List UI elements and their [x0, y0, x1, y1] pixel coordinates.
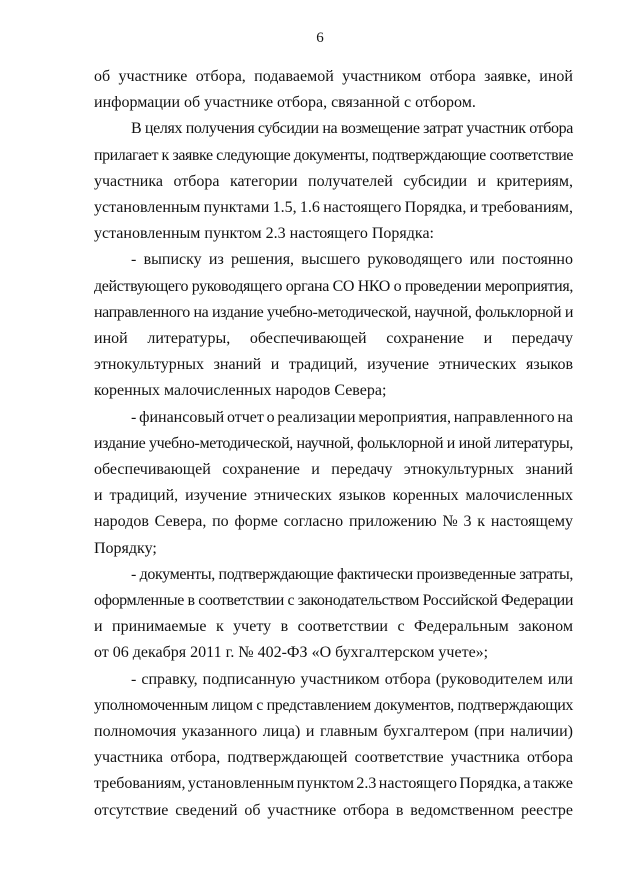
text-line: этнокультурных знаний и традиций, изучение этнических языков — [94, 356, 573, 374]
text-line: установленным пунктами 1.5, 1.6 настоящего Порядка, и требованиям, — [94, 199, 574, 217]
text-line: действующего руководящего органа СО НКО о проведении мероприятия, — [94, 277, 574, 295]
paragraph-4 — [94, 405, 573, 562]
text-line: от 06 декабря 2011 г. № 402-ФЗ «О бухгалтерском учете»; — [94, 644, 489, 662]
text-line: - справку, подписанную участником отбора (руководителем или — [131, 670, 573, 688]
text-line: и принимаемые к учету в соответствии с Федеральным законом — [94, 618, 573, 636]
text-line: - выписку из решения, высшего руководящего или постоянно — [131, 251, 573, 269]
text-line: оформленные в соответствии с законодательством Российской Федерации — [94, 592, 573, 610]
paragraph-3 — [94, 247, 573, 404]
text-line: коренных малочисленных народов Севера; — [94, 382, 387, 400]
text-line: об участнике отбора, подаваемой участником отбора заявке, иной — [94, 68, 573, 85]
document-body — [94, 64, 573, 824]
text-line: отсутствие сведений об участнике отбора в ведомственном реестре — [94, 801, 573, 819]
text-line: и традиций, изучение этнических языков коренных малочисленных — [94, 487, 573, 505]
text-line: полномочия указанного лица) и главным бухгалтером (при наличии) — [94, 723, 573, 741]
text-line: - документы, подтверждающие фактически произведенные затраты, — [131, 565, 574, 583]
text-line: Порядку; — [94, 539, 157, 557]
text-line: уполномоченным лицом с представлением документов, подтверждающих — [94, 696, 573, 714]
text-line: участника отбора категории получателей субсидии и критериям, — [94, 172, 573, 190]
text-line: информации об участнике отбора, связанной с отбором. — [94, 94, 476, 112]
text-line: издание учебно-методической, научной, фольклорной и иной литературы, — [94, 434, 573, 452]
paragraph-6 — [94, 667, 573, 824]
paragraph-1 — [94, 64, 573, 116]
text-line: установленным пунктом 2.3 настоящего Порядка: — [94, 225, 434, 243]
paragraph-5 — [94, 562, 573, 667]
text-line: народов Севера, по форме согласно приложению № 3 к настоящему — [94, 513, 573, 531]
paragraph-2 — [94, 116, 573, 247]
text-line: требованиям, установленным пунктом 2.3 настоящего Порядка, а также — [94, 775, 574, 793]
page-number: 6 — [316, 30, 324, 46]
text-line: обеспечивающей сохранение и передачу этнокультурных знаний — [94, 461, 573, 479]
text-line: направленного на издание учебно-методической, научной, фольклорной и — [94, 303, 573, 321]
text-line: участника отбора, подтверждающей соответствие участника отбора — [94, 749, 573, 767]
text-line: иной литературы, обеспечивающей сохранение и передачу — [94, 330, 573, 348]
text-line: прилагает к заявке следующие документы, подтверждающие соответствие — [94, 146, 574, 164]
text-line: - финансовый отчет о реализации мероприятия, направленного на — [131, 408, 573, 426]
text-line: В целях получения субсидии на возмещение затрат участник отбора — [131, 120, 574, 138]
